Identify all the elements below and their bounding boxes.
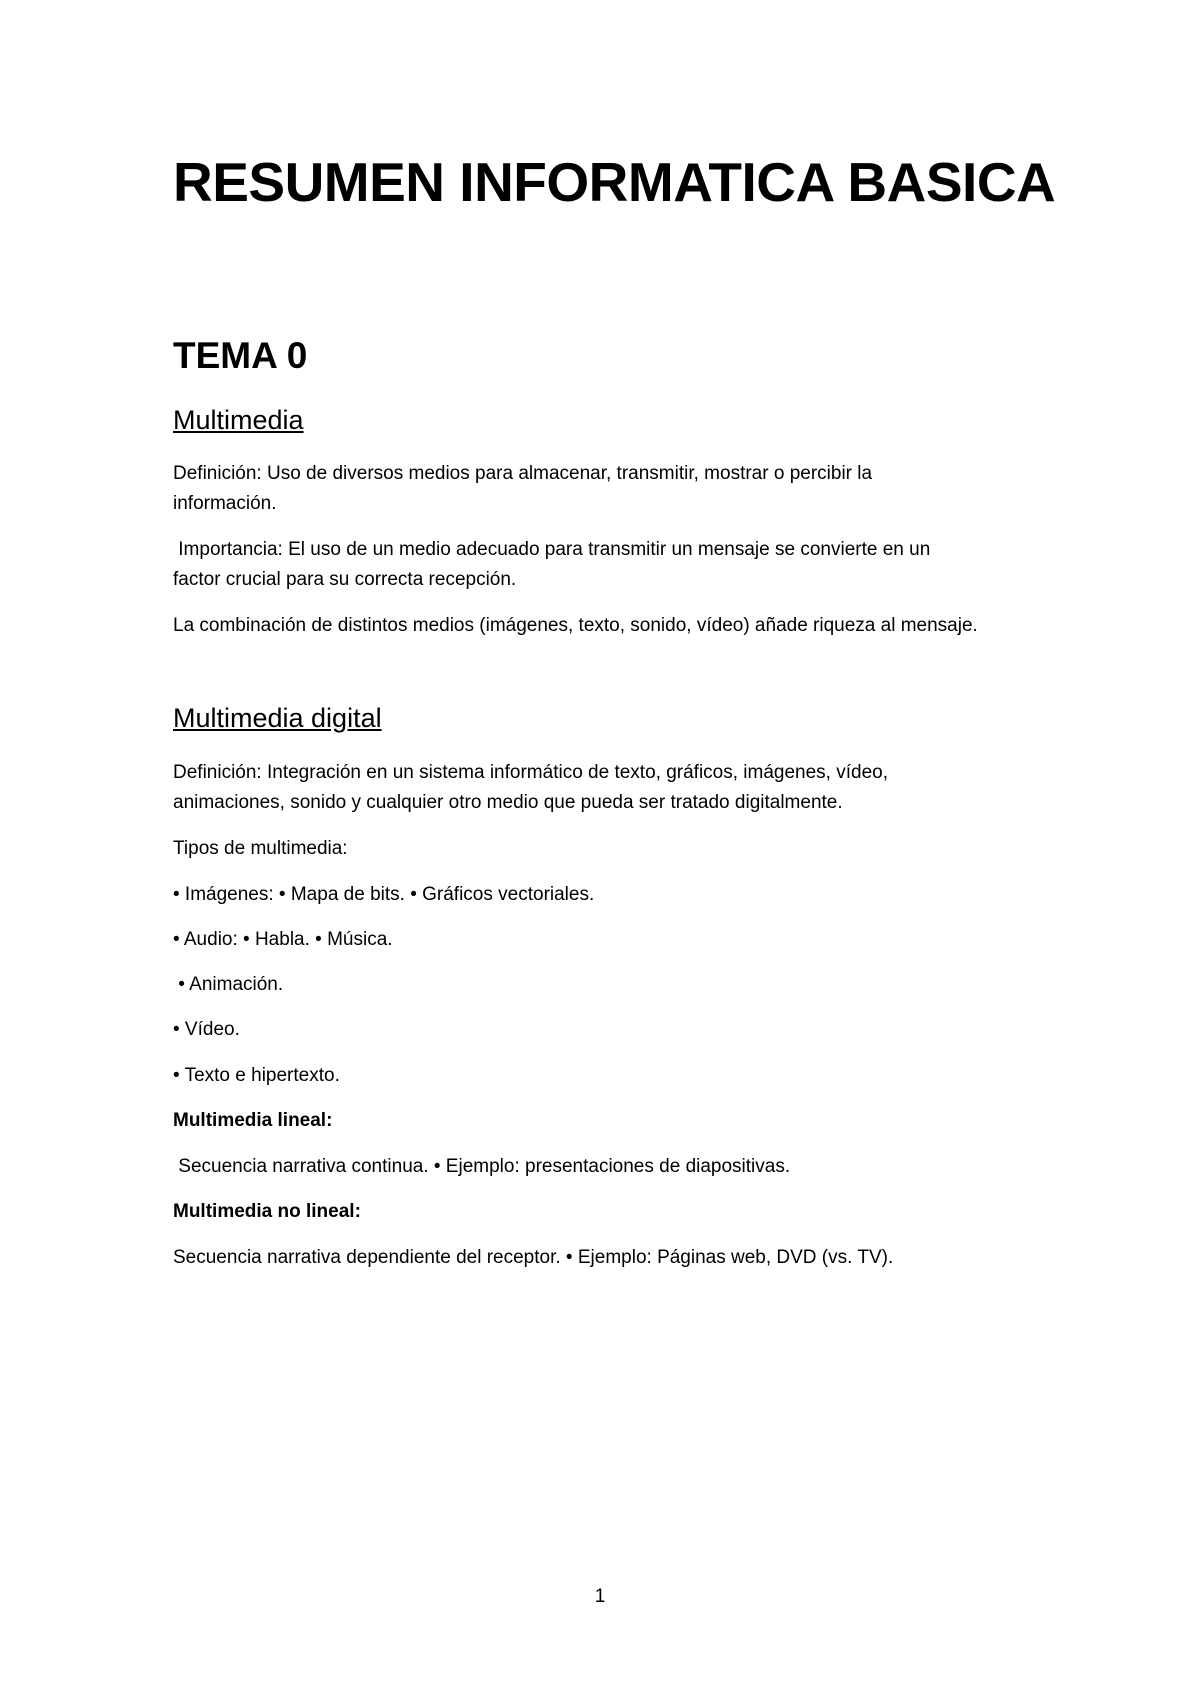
multimedia-definition-line-2: información. xyxy=(173,493,277,514)
multimedia-importance-line-1: Importancia: El uso de un medio adecuado para transmitir un mensaje se convierte en un xyxy=(173,539,931,560)
tipo-item-imagenes: • Imágenes: • Mapa de bits. • Gráficos vectoriales. xyxy=(173,884,595,905)
tipo-item-audio: • Audio: • Habla. • Música. xyxy=(173,929,393,950)
multimedia-combination-text: La combinación de distintos medios (imágenes, texto, sonido, vídeo) añade riqueza al mensaje. xyxy=(173,615,978,636)
page-number: 1 xyxy=(594,1586,606,1607)
digital-definition-line-1: Definición: Integración en un sistema informático de texto, gráficos, imágenes, vídeo, xyxy=(173,762,888,783)
document-title: RESUMEN INFORMATICA BASICA xyxy=(173,151,1056,213)
multimedia-no-lineal-text: Secuencia narrativa dependiente del receptor. • Ejemplo: Páginas web, DVD (vs. TV). xyxy=(173,1247,894,1268)
multimedia-definition-line-1: Definición: Uso de diversos medios para almacenar, transmitir, mostrar o percibir la xyxy=(173,463,873,484)
section-title-tema-0: TEMA 0 xyxy=(173,335,308,376)
multimedia-importance-line-2: factor crucial para su correcta recepción. xyxy=(173,569,517,590)
multimedia-lineal-text: Secuencia narrativa continua. • Ejemplo: presentaciones de diapositivas. xyxy=(173,1156,791,1177)
tipo-item-video: • Vídeo. xyxy=(173,1019,240,1040)
tipos-label: Tipos de multimedia: xyxy=(173,838,348,859)
tipo-item-texto: • Texto e hipertexto. xyxy=(173,1065,340,1086)
digital-definition-line-2: animaciones, sonido y cualquier otro medio que pueda ser tratado digitalmente. xyxy=(173,792,843,813)
multimedia-no-lineal-label: Multimedia no lineal: xyxy=(173,1201,361,1222)
multimedia-lineal-label: Multimedia lineal: xyxy=(173,1110,333,1131)
heading-multimedia: Multimedia xyxy=(173,405,304,435)
heading-multimedia-digital: Multimedia digital xyxy=(173,703,382,733)
tipo-item-animacion: • Animación. xyxy=(173,974,284,995)
